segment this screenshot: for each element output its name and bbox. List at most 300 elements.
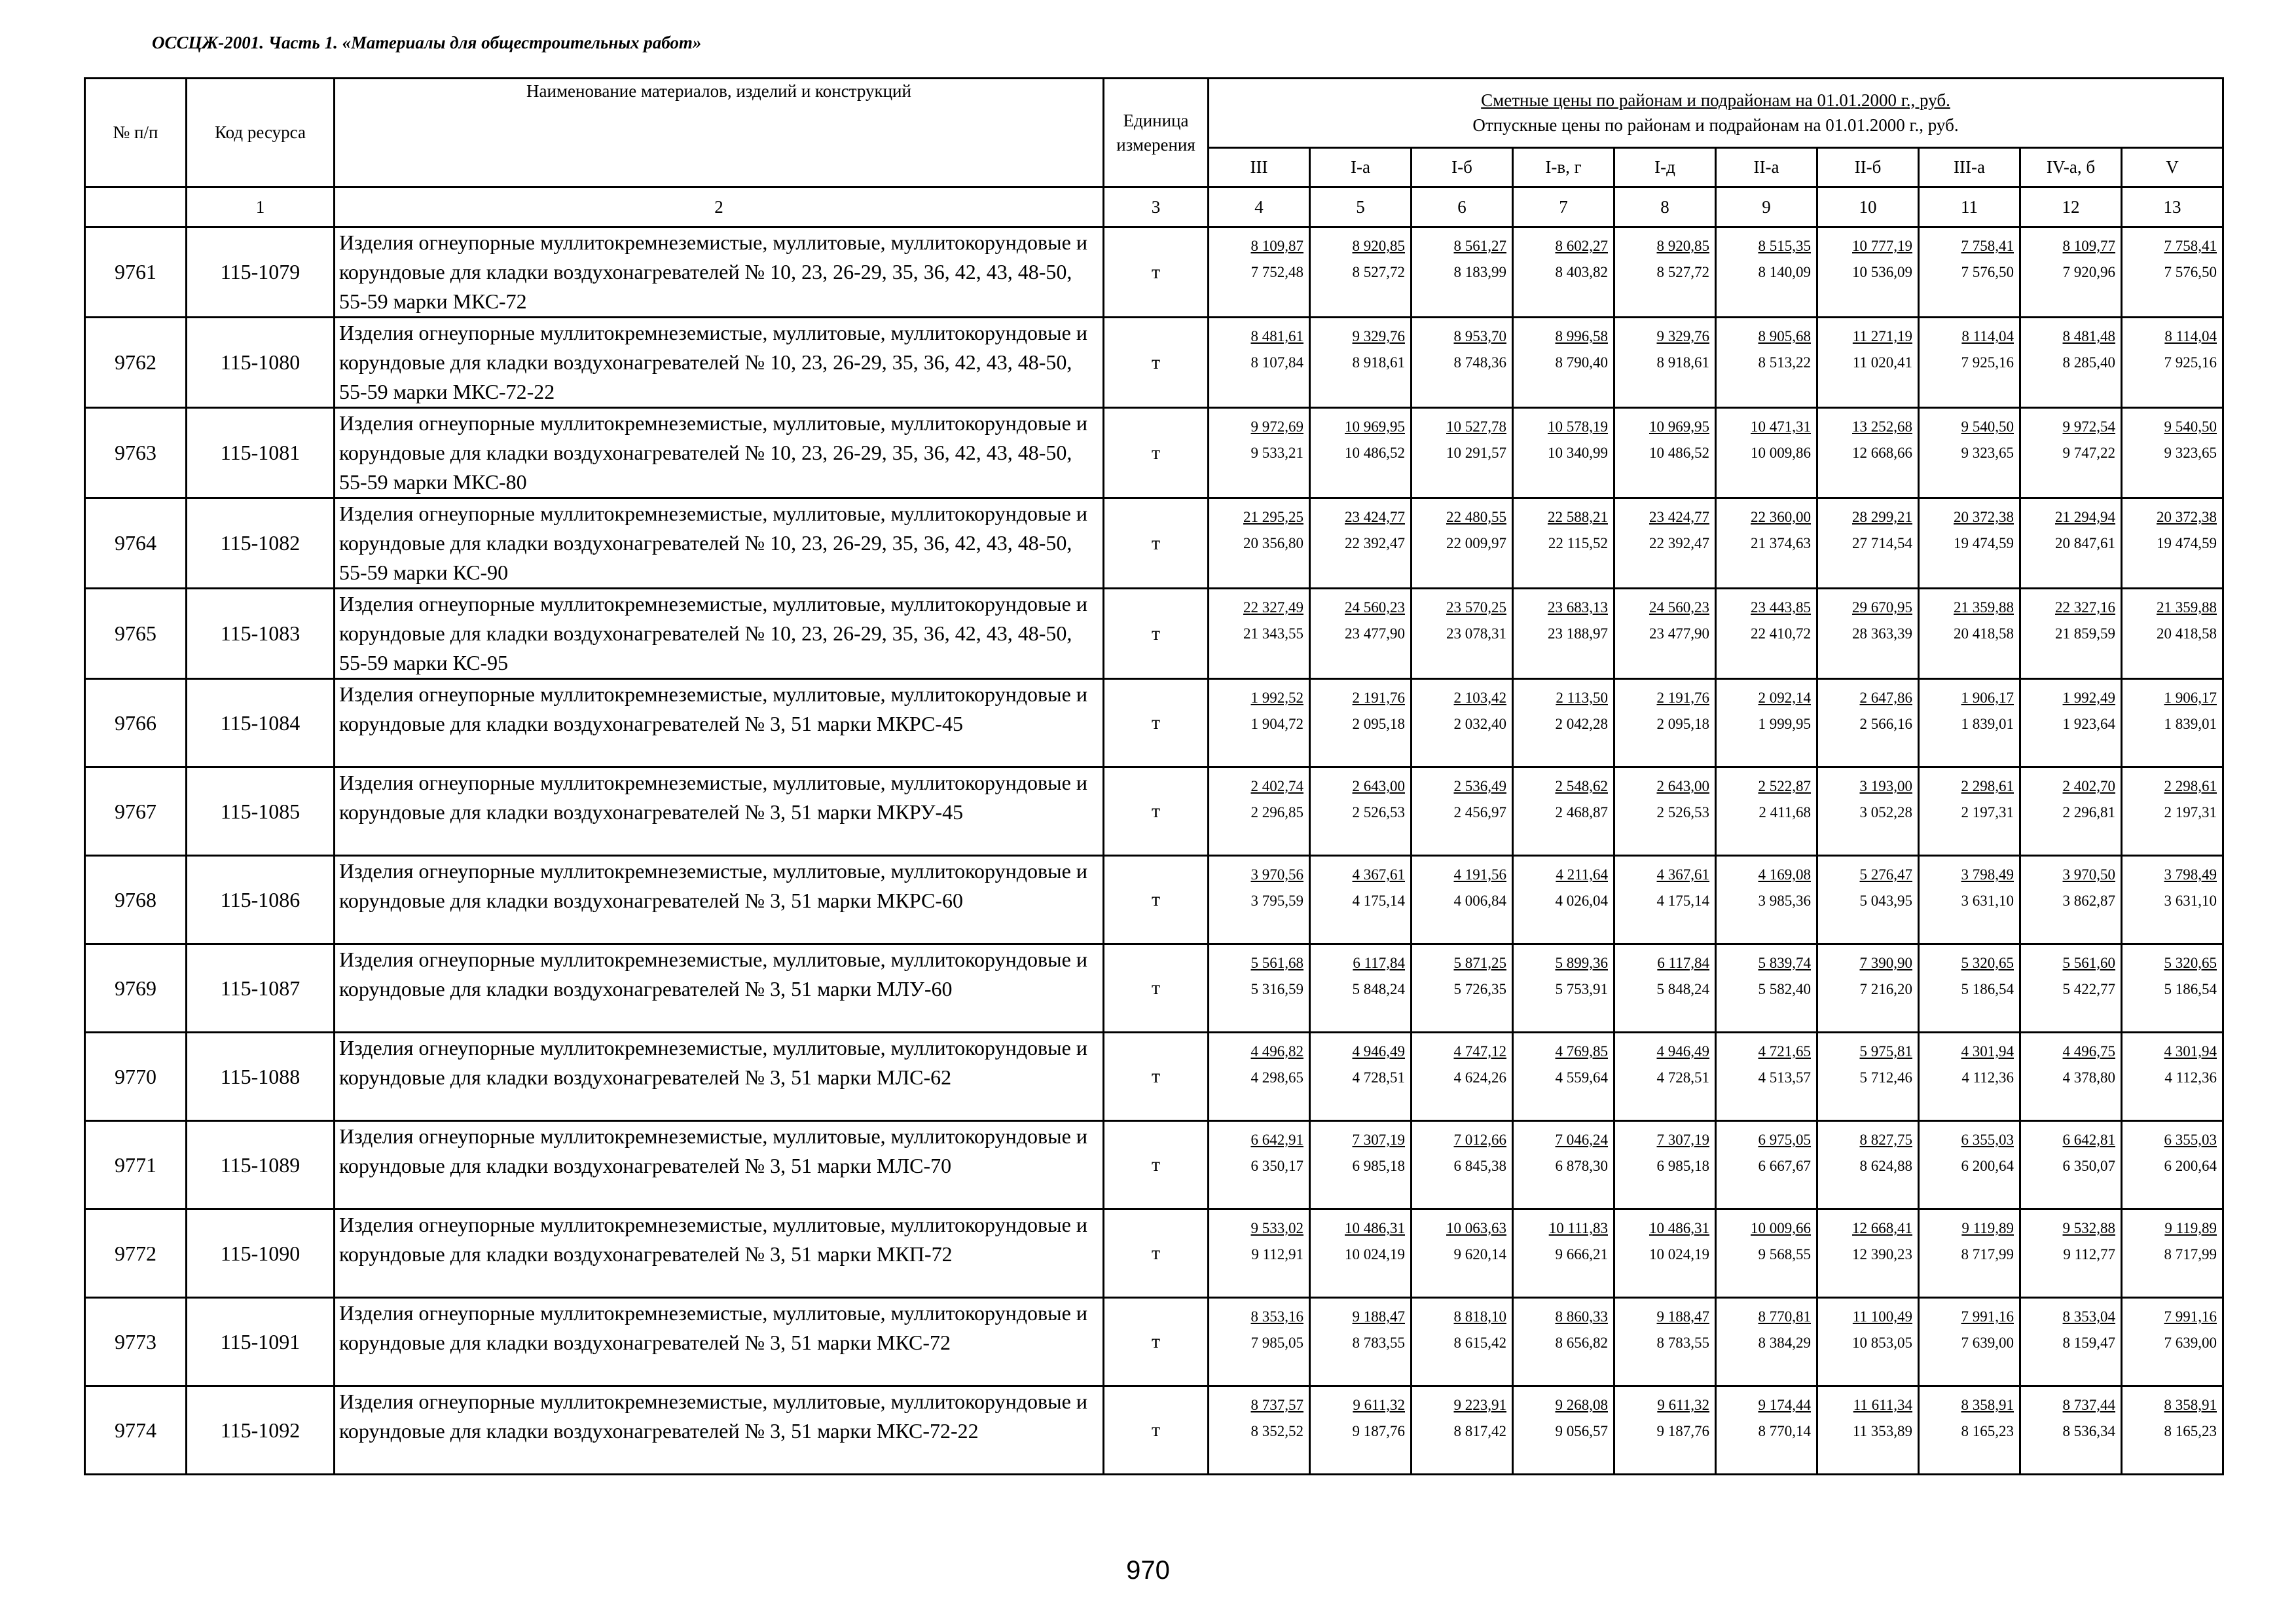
column-number: 2 (335, 187, 1104, 227)
header-region: III (1209, 148, 1310, 187)
estimate-price: 12 668,41 (1852, 1220, 1912, 1236)
estimate-price: 8 770,81 (1758, 1308, 1811, 1325)
estimate-price: 10 578,19 (1548, 418, 1608, 435)
release-price: 5 043,95 (1859, 893, 1912, 909)
price-cell (1614, 856, 1716, 944)
release-price: 8 140,09 (1758, 264, 1811, 280)
price-cell (1412, 856, 1513, 944)
row-number: 9773 (85, 1298, 187, 1386)
release-price: 2 032,40 (1453, 716, 1506, 732)
release-price: 1 904,72 (1250, 716, 1303, 732)
estimate-price: 2 191,76 (1656, 690, 1709, 706)
estimate-price: 4 211,64 (1556, 866, 1608, 883)
column-number: 3 (1104, 187, 1209, 227)
release-price: 9 112,77 (2063, 1246, 2115, 1263)
estimate-price: 4 367,61 (1656, 866, 1709, 883)
price-cell (1716, 1033, 1817, 1121)
table-row (85, 679, 2223, 767)
resource-code: 115-1081 (187, 408, 335, 498)
release-price: 2 468,87 (1555, 804, 1608, 821)
estimate-price: 28 299,21 (1852, 509, 1912, 525)
row-number: 9767 (85, 767, 187, 856)
estimate-price: 6 975,05 (1758, 1132, 1811, 1148)
price-cell (1817, 1386, 1919, 1475)
estimate-price: 10 486,31 (1649, 1220, 1709, 1236)
unit-of-measure: т (1104, 408, 1209, 498)
release-price: 3 631,10 (1961, 893, 2014, 909)
unit-of-measure: т (1104, 589, 1209, 679)
price-cell (1716, 589, 1817, 679)
price-cell (1310, 227, 1412, 318)
release-price: 22 392,47 (1649, 535, 1709, 551)
estimate-price: 23 443,85 (1751, 599, 1811, 616)
estimate-price: 10 527,78 (1446, 418, 1506, 435)
price-cell (1716, 856, 1817, 944)
estimate-price: 7 991,16 (2164, 1308, 2217, 1325)
header-region: I-в, г (1513, 148, 1614, 187)
price-cell (1716, 1386, 1817, 1475)
estimate-price: 3 798,49 (2164, 866, 2217, 883)
estimate-price: 7 307,19 (1656, 1132, 1709, 1148)
estimate-price: 5 276,47 (1859, 866, 1912, 883)
release-price: 8 352,52 (1250, 1423, 1303, 1439)
price-cell (1412, 408, 1513, 498)
estimate-price: 4 721,65 (1758, 1043, 1811, 1060)
price-cell (1513, 227, 1614, 318)
release-price: 8 918,61 (1656, 354, 1709, 371)
release-price: 9 568,55 (1758, 1246, 1811, 1263)
resource-code: 115-1091 (187, 1298, 335, 1386)
release-price: 27 714,54 (1852, 535, 1912, 551)
row-number: 9762 (85, 318, 187, 408)
column-number: 1 (187, 187, 335, 227)
release-price: 2 456,97 (1453, 804, 1506, 821)
row-number: 9774 (85, 1386, 187, 1475)
estimate-price: 5 899,36 (1555, 955, 1608, 971)
release-price: 6 350,17 (1250, 1158, 1303, 1174)
estimate-price: 21 359,88 (1954, 599, 2014, 616)
release-price: 5 582,40 (1758, 981, 1811, 997)
release-price: 21 343,55 (1243, 625, 1303, 642)
price-cell (1412, 767, 1513, 856)
estimate-price: 9 174,44 (1758, 1397, 1811, 1413)
estimate-price: 9 188,47 (1656, 1308, 1709, 1325)
unit-of-measure: т (1104, 679, 1209, 767)
release-price: 7 925,16 (2164, 354, 2217, 371)
price-cell (1919, 408, 2020, 498)
estimate-price: 9 223,91 (1453, 1397, 1506, 1413)
price-cell (1310, 944, 1412, 1033)
unit-of-measure: т (1104, 498, 1209, 589)
estimate-price: 5 561,68 (1250, 955, 1303, 971)
material-name: Изделия огнеупорные муллитокремнеземистые, муллитовые, муллитокорундовые и корундовые для кладки воздухонагревателей № 10, 23, 26-29, 35, 36, 42, 43, 48-50, 55-59 марки МКС-80 (335, 408, 1104, 498)
estimate-price: 8 953,70 (1453, 328, 1506, 344)
material-name: Изделия огнеупорные муллитокремнеземистые, муллитовые, муллитокорундовые и корундовые для кладки воздухонагревателей № 3, 51 марки МКП-72 (335, 1209, 1104, 1298)
price-cell (1513, 408, 1614, 498)
release-price: 8 384,29 (1758, 1335, 1811, 1351)
header-region: II-б (1817, 148, 1919, 187)
unit-of-measure: т (1104, 1033, 1209, 1121)
price-cell (1716, 227, 1817, 318)
price-cell (1817, 679, 1919, 767)
price-cell (1209, 589, 1310, 679)
release-price: 9 323,65 (2164, 445, 2217, 461)
price-cell (2122, 227, 2223, 318)
price-cell (1310, 1298, 1412, 1386)
estimate-price: 8 602,27 (1555, 238, 1608, 254)
release-price: 8 748,36 (1453, 354, 1506, 371)
release-price: 2 411,68 (1758, 804, 1811, 821)
unit-of-measure: т (1104, 944, 1209, 1033)
price-cell (2122, 944, 2223, 1033)
release-price: 8 536,34 (2062, 1423, 2115, 1439)
price-cell (1817, 589, 1919, 679)
release-price: 2 095,18 (1352, 716, 1405, 732)
price-cell (1817, 318, 1919, 408)
price-cell (1817, 1033, 1919, 1121)
estimate-price: 5 320,65 (1961, 955, 2014, 971)
estimate-price: 20 372,38 (2157, 509, 2217, 525)
estimate-price: 23 570,25 (1446, 599, 1506, 616)
estimate-price: 8 109,87 (1250, 238, 1303, 254)
estimate-price: 1 906,17 (2164, 690, 2217, 706)
price-cell (1919, 1386, 2020, 1475)
estimate-price: 5 871,25 (1453, 955, 1506, 971)
release-price: 8 513,22 (1758, 354, 1811, 371)
estimate-price: 22 480,55 (1446, 509, 1506, 525)
estimate-price: 7 991,16 (1961, 1308, 2014, 1325)
release-price: 4 378,80 (2062, 1069, 2115, 1086)
release-price: 8 615,42 (1453, 1335, 1506, 1351)
price-cell (1412, 1033, 1513, 1121)
estimate-price: 1 906,17 (1961, 690, 2014, 706)
price-cell (1209, 408, 1310, 498)
estimate-price: 2 522,87 (1758, 778, 1811, 794)
estimate-price: 8 920,85 (1656, 238, 1709, 254)
column-number: 8 (1614, 187, 1716, 227)
estimate-price: 6 355,03 (2164, 1132, 2217, 1148)
release-price: 6 200,64 (2164, 1158, 2217, 1174)
estimate-price: 2 113,50 (1556, 690, 1608, 706)
price-cell (1310, 679, 1412, 767)
price-cell (1513, 1298, 1614, 1386)
price-cell (2122, 1386, 2223, 1475)
table-row (85, 767, 2223, 856)
estimate-price: 23 424,77 (1345, 509, 1405, 525)
price-cell (1716, 1298, 1817, 1386)
price-cell (1614, 944, 1716, 1033)
estimate-price: 9 119,89 (1961, 1220, 2014, 1236)
release-price: 8 918,61 (1352, 354, 1405, 371)
estimate-price: 8 481,61 (1250, 328, 1303, 344)
release-price: 4 112,36 (1961, 1069, 2014, 1086)
estimate-price: 4 747,12 (1453, 1043, 1506, 1060)
estimate-price: 4 496,82 (1250, 1043, 1303, 1060)
column-number: 13 (2122, 187, 2223, 227)
release-price: 12 390,23 (1852, 1246, 1912, 1263)
estimate-price: 11 271,19 (1852, 328, 1912, 344)
release-price: 3 631,10 (2164, 893, 2217, 909)
release-price: 2 526,53 (1656, 804, 1709, 821)
estimate-price: 7 046,24 (1555, 1132, 1608, 1148)
row-number: 9768 (85, 856, 187, 944)
price-cell (1209, 944, 1310, 1033)
price-cell (1209, 1386, 1310, 1475)
estimate-price: 2 298,61 (2164, 778, 2217, 794)
price-cell (1513, 856, 1614, 944)
price-cell (1919, 589, 2020, 679)
release-price: 6 985,18 (1656, 1158, 1709, 1174)
price-cell (2020, 318, 2122, 408)
release-price: 9 187,76 (1352, 1423, 1405, 1439)
release-price: 8 770,14 (1758, 1423, 1811, 1439)
material-name: Изделия огнеупорные муллитокремнеземистые, муллитовые, муллитокорундовые и корундовые для кладки воздухонагревателей № 3, 51 марки МЛС-62 (335, 1033, 1104, 1121)
price-cell (1716, 1121, 1817, 1209)
row-number: 9769 (85, 944, 187, 1033)
price-cell (1310, 318, 1412, 408)
estimate-price: 6 117,84 (1657, 955, 1709, 971)
document-header: ОССЦЖ-2001. Часть 1. «Материалы для общестроительных работ» (152, 33, 702, 52)
estimate-price: 4 769,85 (1555, 1043, 1608, 1060)
table-row (85, 1386, 2223, 1475)
release-price: 2 296,81 (2062, 804, 2115, 821)
release-price: 9 533,21 (1250, 445, 1303, 461)
estimate-price: 2 402,74 (1250, 778, 1303, 794)
row-number: 9763 (85, 408, 187, 498)
estimate-price: 4 301,94 (2164, 1043, 2217, 1060)
estimate-price: 4 946,49 (1352, 1043, 1405, 1060)
price-cell (1817, 1209, 1919, 1298)
price-cell (1716, 498, 1817, 589)
estimate-price: 5 320,65 (2164, 955, 2217, 971)
estimate-price: 8 737,57 (1250, 1397, 1303, 1413)
price-cell (1817, 944, 1919, 1033)
unit-of-measure: т (1104, 318, 1209, 408)
estimate-price: 2 191,76 (1352, 690, 1405, 706)
price-cell (1412, 679, 1513, 767)
release-price: 3 052,28 (1859, 804, 1912, 821)
estimate-price: 20 372,38 (1954, 509, 2014, 525)
release-price: 10 486,52 (1345, 445, 1405, 461)
estimate-price: 4 191,56 (1453, 866, 1506, 883)
release-price: 4 728,51 (1656, 1069, 1709, 1086)
release-price: 4 112,36 (2164, 1069, 2217, 1086)
release-price: 6 985,18 (1352, 1158, 1405, 1174)
estimate-price: 3 970,56 (1250, 866, 1303, 883)
price-cell (1412, 1298, 1513, 1386)
release-price: 7 925,16 (1961, 354, 2014, 371)
release-price: 4 175,14 (1352, 893, 1405, 909)
release-price: 23 188,97 (1548, 625, 1608, 642)
material-name: Изделия огнеупорные муллитокремнеземистые, муллитовые, муллитокорундовые и корундовые для кладки воздухонагревателей № 10, 23, 26-29, 35, 36, 42, 43, 48-50, 55-59 марки КС-95 (335, 589, 1104, 679)
release-price: 8 624,88 (1859, 1158, 1912, 1174)
release-price: 23 477,90 (1345, 625, 1405, 642)
resource-code: 115-1088 (187, 1033, 335, 1121)
release-price: 9 187,76 (1656, 1423, 1709, 1439)
release-price: 6 845,38 (1453, 1158, 1506, 1174)
price-cell (1513, 767, 1614, 856)
price-cell (1209, 1033, 1310, 1121)
price-cell (1412, 1386, 1513, 1475)
unit-of-measure: т (1104, 1298, 1209, 1386)
price-cell (1919, 498, 2020, 589)
price-cell (2122, 408, 2223, 498)
release-price: 19 474,59 (2157, 535, 2217, 551)
release-price: 22 115,52 (1548, 535, 1608, 551)
price-cell (1412, 227, 1513, 318)
release-price: 23 078,31 (1446, 625, 1506, 642)
price-cell (1209, 1121, 1310, 1209)
release-price: 8 790,40 (1555, 354, 1608, 371)
price-cell (1412, 318, 1513, 408)
release-price: 23 477,90 (1649, 625, 1709, 642)
estimate-price: 3 970,50 (2062, 866, 2115, 883)
table-row (85, 856, 2223, 944)
header-region: IV-а, б (2020, 148, 2122, 187)
header-name: Наименование материалов, изделий и конструкций (335, 79, 1104, 187)
price-cell (1716, 679, 1817, 767)
price-cell (1614, 1298, 1716, 1386)
material-name: Изделия огнеупорные муллитокремнеземистые, муллитовые, муллитокорундовые и корундовые для кладки воздухонагревателей № 3, 51 марки МКС-72 (335, 1298, 1104, 1386)
price-cell (1614, 498, 1716, 589)
release-price: 11 020,41 (1852, 354, 1912, 371)
estimate-price: 10 009,66 (1751, 1220, 1811, 1236)
price-cell (1209, 227, 1310, 318)
estimate-price: 9 119,89 (2164, 1220, 2217, 1236)
price-cell (1310, 1121, 1412, 1209)
price-cell (2020, 227, 2122, 318)
price-cell (1614, 1386, 1716, 1475)
price-cell (1817, 1298, 1919, 1386)
estimate-price: 1 992,49 (2062, 690, 2115, 706)
estimate-price: 9 268,08 (1555, 1397, 1608, 1413)
price-cell (2020, 498, 2122, 589)
release-price: 8 527,72 (1656, 264, 1709, 280)
estimate-price: 4 367,61 (1352, 866, 1405, 883)
estimate-price: 10 471,31 (1751, 418, 1811, 435)
price-cell (1412, 589, 1513, 679)
price-cell (1310, 408, 1412, 498)
price-cell (2122, 1033, 2223, 1121)
price-cell (1310, 1209, 1412, 1298)
estimate-price: 22 588,21 (1548, 509, 1608, 525)
release-price: 10 009,86 (1751, 445, 1811, 461)
release-price: 8 783,55 (1656, 1335, 1709, 1351)
estimate-price: 1 992,52 (1250, 690, 1303, 706)
price-cell (1716, 767, 1817, 856)
estimate-price: 9 329,76 (1656, 328, 1709, 344)
release-price: 11 353,89 (1852, 1423, 1912, 1439)
estimate-price: 2 103,42 (1453, 690, 1506, 706)
column-number: 11 (1919, 187, 2020, 227)
unit-of-measure: т (1104, 1121, 1209, 1209)
estimate-price: 3 798,49 (1961, 866, 2014, 883)
estimate-price: 29 670,95 (1852, 599, 1912, 616)
table-row (85, 1033, 2223, 1121)
estimate-price: 5 975,81 (1859, 1043, 1912, 1060)
release-price: 28 363,39 (1852, 625, 1912, 642)
release-price: 8 656,82 (1555, 1335, 1608, 1351)
release-price: 6 878,30 (1555, 1158, 1608, 1174)
estimate-price: 22 360,00 (1751, 509, 1811, 525)
price-cell (1310, 589, 1412, 679)
price-cell (2020, 944, 2122, 1033)
resource-code: 115-1084 (187, 679, 335, 767)
estimate-price: 2 298,61 (1961, 778, 2014, 794)
estimate-price: 6 642,91 (1250, 1132, 1303, 1148)
release-price: 8 285,40 (2062, 354, 2115, 371)
estimate-price: 24 560,23 (1345, 599, 1405, 616)
estimate-price: 8 114,04 (1961, 328, 2014, 344)
estimate-price: 22 327,49 (1243, 599, 1303, 616)
unit-of-measure: т (1104, 767, 1209, 856)
price-cell (1716, 318, 1817, 408)
estimate-price: 8 737,44 (2062, 1397, 2115, 1413)
resource-code: 115-1080 (187, 318, 335, 408)
release-price: 8 527,72 (1352, 264, 1405, 280)
price-cell (2020, 589, 2122, 679)
release-price: 3 862,87 (2062, 893, 2115, 909)
release-price: 9 666,21 (1555, 1246, 1608, 1263)
estimate-price: 7 758,41 (2164, 238, 2217, 254)
estimate-price: 8 860,33 (1555, 1308, 1608, 1325)
table-row (85, 944, 2223, 1033)
price-cell (2122, 767, 2223, 856)
column-number: 5 (1310, 187, 1412, 227)
resource-code: 115-1082 (187, 498, 335, 589)
price-cell (1209, 318, 1310, 408)
estimate-price: 6 642,81 (2062, 1132, 2115, 1148)
release-price: 6 667,67 (1758, 1158, 1811, 1174)
release-price: 2 296,85 (1250, 804, 1303, 821)
release-price: 7 576,50 (2164, 264, 2217, 280)
estimate-price: 11 611,34 (1853, 1397, 1912, 1413)
material-name: Изделия огнеупорные муллитокремнеземистые, муллитовые, муллитокорундовые и корундовые для кладки воздухонагревателей № 3, 51 марки МКРС-60 (335, 856, 1104, 944)
estimate-price: 23 683,13 (1548, 599, 1608, 616)
resource-code: 115-1086 (187, 856, 335, 944)
material-name: Изделия огнеупорные муллитокремнеземистые, муллитовые, муллитокорундовые и корундовые для кладки воздухонагревателей № 3, 51 марки МКРУ-45 (335, 767, 1104, 856)
price-cell (1513, 1386, 1614, 1475)
release-price: 5 316,59 (1250, 981, 1303, 997)
price-cell (1412, 1209, 1513, 1298)
price-cell (1310, 498, 1412, 589)
release-price: 7 639,00 (1961, 1335, 2014, 1351)
estimate-price: 10 486,31 (1345, 1220, 1405, 1236)
estimate-price: 9 972,54 (2062, 418, 2115, 435)
estimate-price: 2 643,00 (1352, 778, 1405, 794)
price-cell (1513, 498, 1614, 589)
estimate-price: 22 327,16 (2055, 599, 2115, 616)
header-region: I-д (1614, 148, 1716, 187)
release-price: 8 165,23 (1961, 1423, 2014, 1439)
release-price: 5 848,24 (1352, 981, 1405, 997)
price-cell (2122, 318, 2223, 408)
release-price: 7 985,05 (1250, 1335, 1303, 1351)
price-cell (1513, 944, 1614, 1033)
unit-of-measure: т (1104, 1386, 1209, 1475)
table-row (85, 318, 2223, 408)
price-cell (1716, 944, 1817, 1033)
table-row (85, 498, 2223, 589)
header-region: V (2122, 148, 2223, 187)
release-price: 5 186,54 (1961, 981, 2014, 997)
price-cell (1209, 856, 1310, 944)
estimate-price: 8 481,48 (2062, 328, 2115, 344)
row-number: 9766 (85, 679, 187, 767)
price-cell (2020, 1386, 2122, 1475)
price-cell (1209, 767, 1310, 856)
page-number: 970 (1126, 1556, 1170, 1585)
